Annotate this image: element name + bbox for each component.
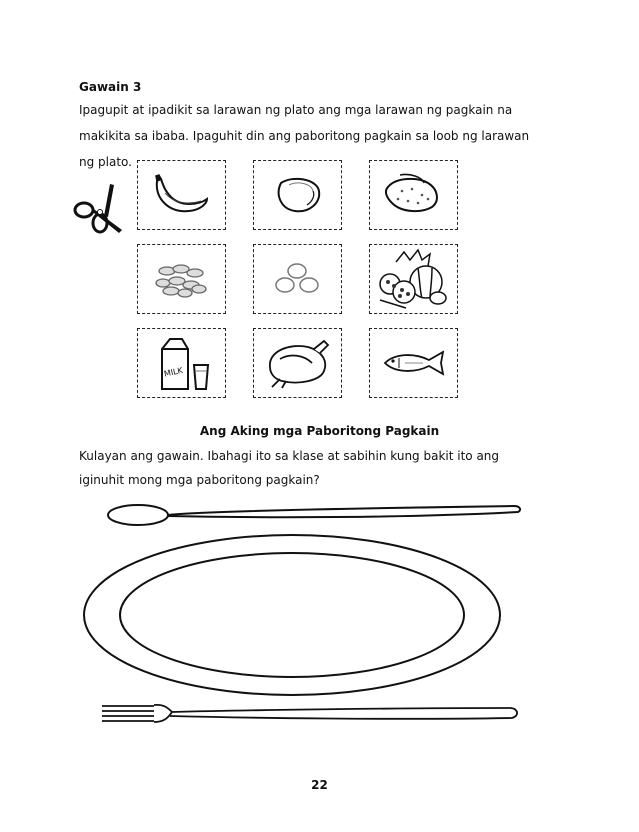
banana-icon [151,173,213,217]
fork-icon [98,700,523,740]
scissors-icon [72,180,127,238]
vegetables-icon [376,248,452,310]
milk-icon [150,335,214,391]
fish-icon [379,348,449,378]
milk-carton-label: MILK [162,365,184,379]
activity-title: Gawain 3 [79,80,142,94]
food-card-fish[interactable] [369,328,458,398]
peanuts-icon [151,259,213,299]
section-title: Ang Aking mga Paboritong Pagkain [199,424,440,438]
instruction-line: Ipagupit at ipadikit sa larawan ng plato ang mga larawan ng pagkain na [79,103,513,117]
food-card-sweet-potato[interactable] [369,160,458,230]
food-card-mango[interactable] [253,160,342,230]
instruction-line: ng plato. [79,155,132,169]
eggs-icon [267,259,329,299]
mango-icon [267,173,329,217]
food-card-vegetables[interactable] [369,244,458,314]
page-number: 22 [311,778,328,792]
food-card-peanuts[interactable] [137,244,226,314]
food-card-banana[interactable] [137,160,226,230]
food-card-eggs[interactable] [253,244,342,314]
spoon-icon [104,500,524,530]
instruction-line: iginuhit mong mga paboritong pagkain? [79,473,320,487]
sweet-potato-icon [382,171,446,219]
roast-chicken-icon [260,337,336,389]
plate-icon [80,530,505,700]
instruction-line: Kulayan ang gawain. Ibahagi ito sa klase at sabihin kung bakit ito ang [79,449,500,463]
section-instructions [79,444,539,492]
food-card-roast-chicken[interactable] [253,328,342,398]
instruction-line: makikita sa ibaba. Ipaguhit din ang paboritong pagkain sa loob ng larawan [79,129,530,143]
food-card-milk[interactable] [137,328,226,398]
